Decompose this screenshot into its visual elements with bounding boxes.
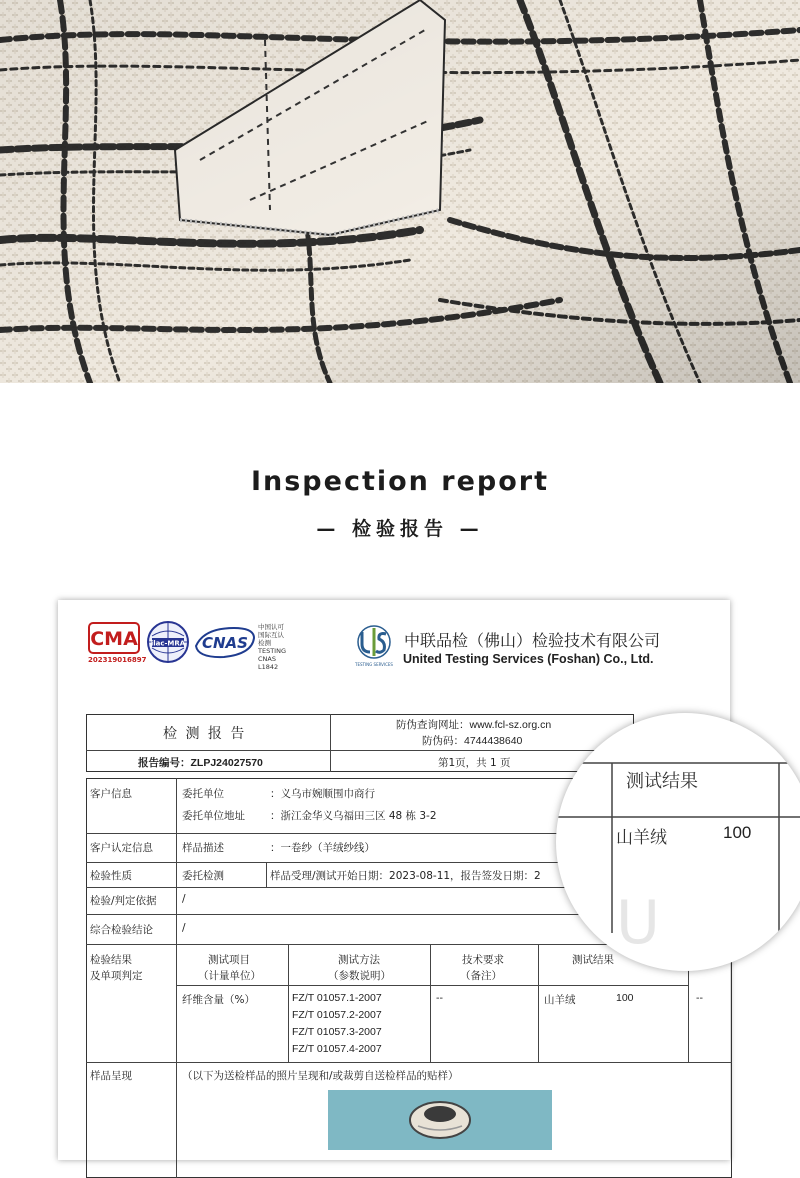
nature-value: 委托检测 <box>182 870 224 882</box>
cnas-logo <box>194 624 256 660</box>
client-label: 委托单位 <box>182 788 224 800</box>
col-method-header: 测试方法 <box>338 954 380 966</box>
cma-number: 202319016897 <box>88 656 147 664</box>
col-item-unit: （计量单位） <box>198 970 261 982</box>
result-label-2: 及单项判定 <box>90 970 143 982</box>
magnifier-result-header: 测试结果 <box>626 771 698 792</box>
conclusion-label: 综合检验结论 <box>90 924 153 936</box>
row-item: 纤维含量（%） <box>182 994 255 1006</box>
row-method-3: FZ/T 01057.3-2007 <box>292 1026 382 1038</box>
row-judgement: -- <box>696 992 703 1004</box>
title-english: Inspection report <box>250 466 550 497</box>
uts-logo <box>352 622 396 668</box>
row-result-label: 山羊绒 <box>544 994 576 1006</box>
row-method-1: FZ/T 01057.1-2007 <box>292 992 382 1004</box>
nature-label: 检验性质 <box>90 870 132 882</box>
fabric-photo <box>0 0 800 383</box>
title-chinese: — 检验报告 — <box>316 518 484 540</box>
sample-show-note: （以下为送检样品的照片呈现和/或裁剪自送检样品的贴样） <box>182 1070 459 1082</box>
company-name-cn: 中联品检（佛山）检验技术有限公司 <box>404 631 661 650</box>
result-label: 检验结果 <box>90 954 132 966</box>
row-method-4: FZ/T 01057.4-2007 <box>292 1043 382 1055</box>
col-result-header: 测试结果 <box>572 954 614 966</box>
page-info: 第1页，共 1 页 <box>438 757 511 769</box>
col-item-header: 测试项目 <box>208 954 250 966</box>
client-info-label: 客户信息 <box>90 788 132 800</box>
report-title: 检 测 报 告 <box>163 726 247 742</box>
row-requirement: -- <box>436 992 443 1004</box>
anti-fake-code: 防伪码：4744438640 <box>422 735 523 747</box>
sample-desc-label: 样品描述 <box>182 842 224 854</box>
svg-text:ilac-MRA: ilac-MRA <box>150 639 186 648</box>
row-result-value: 100 <box>616 992 634 1004</box>
col-req-note: （备注） <box>460 970 502 982</box>
magnifier-result-value: 100 <box>723 823 752 842</box>
client-address-value: ：浙江金华义乌福田三区 48 栋 3-2 <box>270 810 437 822</box>
svg-text:CMA: CMA <box>90 628 138 650</box>
report-number: 报告编号：ZLPJ24027570 <box>138 757 263 769</box>
confirm-label: 客户认定信息 <box>90 842 153 854</box>
col-req-header: 技术要求 <box>462 954 504 966</box>
svg-text:CNAS: CNAS <box>202 634 248 652</box>
cnas-caption: 中国认可 国际互认 检测 TESTING CNAS L1842 <box>258 623 286 671</box>
ilac-mra-logo <box>146 620 190 664</box>
svg-text:TESTING SERVICES: TESTING SERVICES <box>355 662 393 667</box>
magnifier-callout <box>556 713 800 971</box>
conclusion-value: / <box>182 922 186 934</box>
cma-logo <box>88 622 140 654</box>
row-method-2: FZ/T 01057.2-2007 <box>292 1009 382 1021</box>
sample-show-label: 样品呈现 <box>90 1070 132 1082</box>
col-method-note: （参数说明） <box>328 970 391 982</box>
basis-label: 检验/判定依据 <box>90 895 157 907</box>
query-site: 防伪查询网址：www.fcl-sz.org.cn <box>396 719 552 731</box>
sample-photo <box>328 1090 552 1150</box>
svg-text:U: U <box>616 888 660 958</box>
sample-desc-value: ：一卷纱（羊绒纱线） <box>270 842 375 854</box>
company-name-en: United Testing Services (Foshan) Co., Ltd. <box>403 652 654 666</box>
basis-value: / <box>182 893 186 905</box>
magnifier-result-label: 山羊绒 <box>616 828 667 848</box>
dates-text: 样品受理/测试开始日期：2023-08-11，报告签发日期：2 <box>270 870 541 882</box>
client-address-label: 委托单位地址 <box>182 810 245 822</box>
client-value: ：义乌市婉顺围巾商行 <box>270 788 375 800</box>
